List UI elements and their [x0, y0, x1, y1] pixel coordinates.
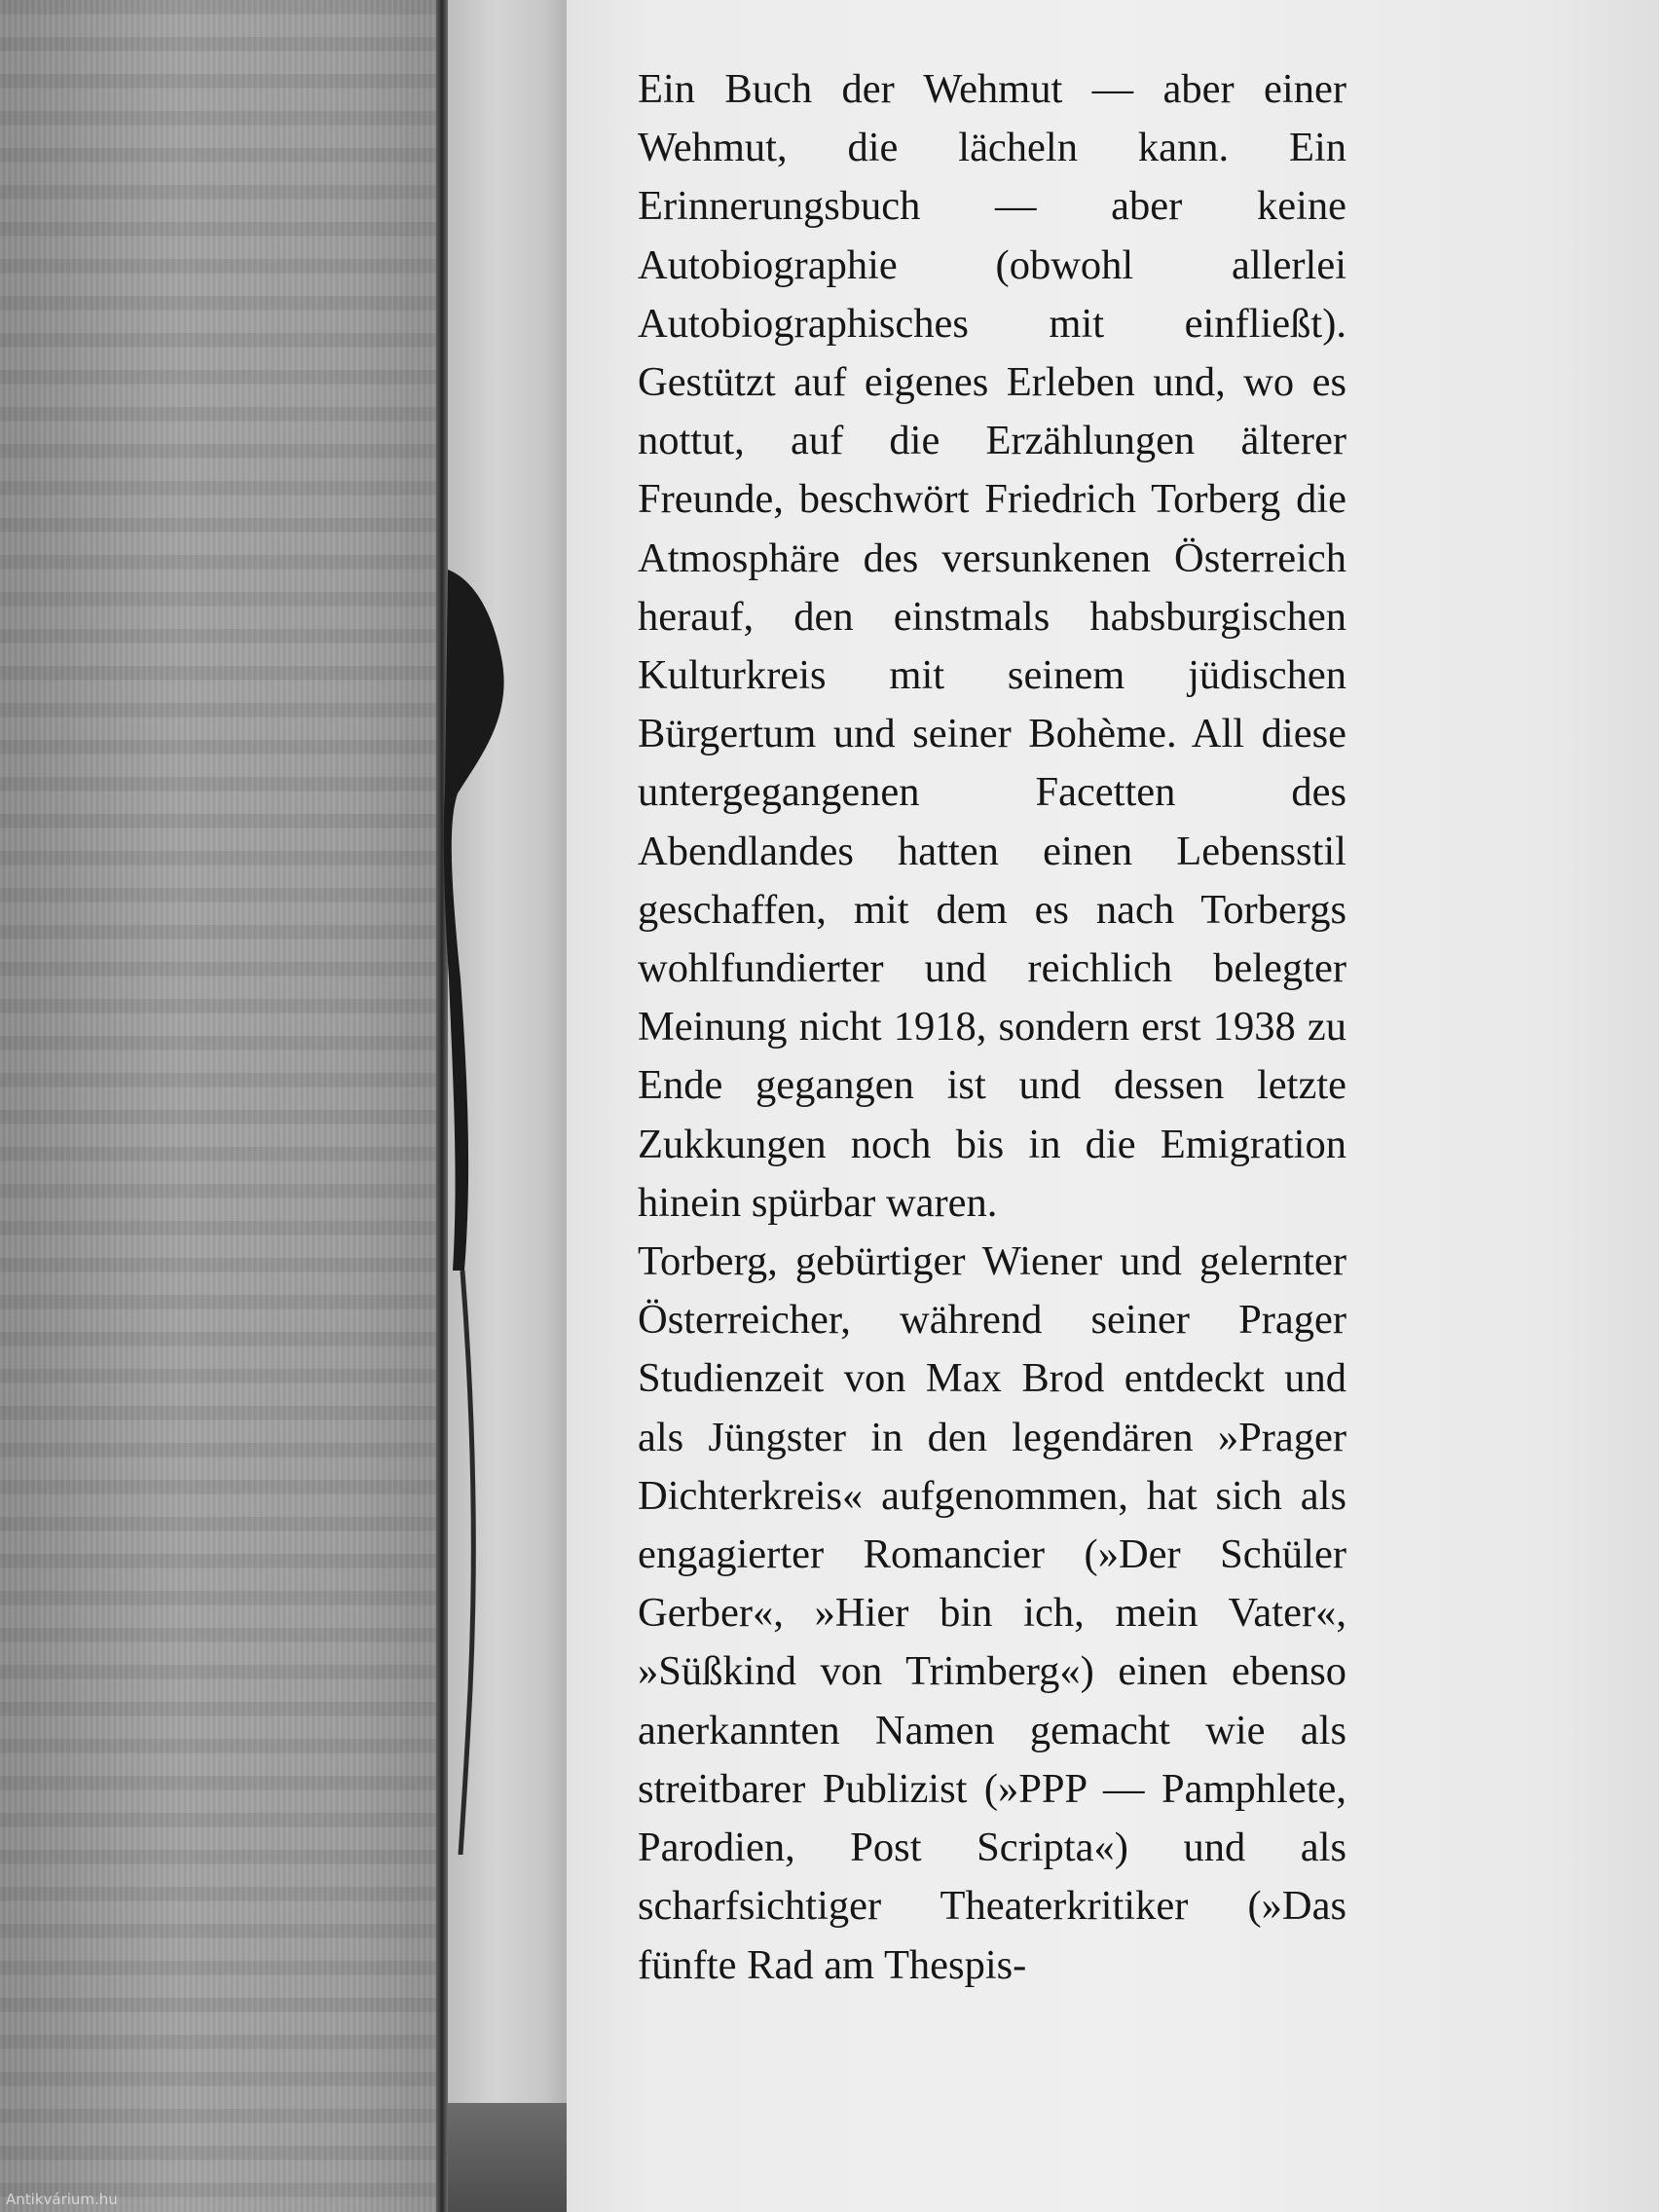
blurb-text [638, 60, 1346, 1995]
gutter-shadow [448, 2103, 574, 2212]
watermark: Antikvárium.hu [6, 2191, 118, 2208]
paragraph-2: Torberg, gebürtiger Wiener und gelernter Österreicher, während seiner Prager Studienzeit von Max Brod entdeckt und als Jüngster in den legendären »Prager Dichterkreis« aufgenommen, hat sich als engagierter Romancier (»Der Schüler Gerber«, »Hier bin ich, mein Vater«, »Süßkind von Trimberg«) einen ebenso anerkannten Namen gemacht wie als streitbarer Publizist (»PPP — Pamphlete, Parodien, Post Scripta«) und als scharfsichtiger Theaterkritiker (»Das fünfte Rad am Thespis- [638, 1238, 1346, 1988]
book-spine-gutter [448, 0, 567, 2212]
paragraph-1: Ein Buch der Wehmut — aber einer Wehmut, die lächeln kann. Ein Erinnerungsbuch — aber keine Autobiographie (obwohl allerlei Autobiographisches mit einfließt). Gestützt auf eigenes Erleben und, wo es nottut, auf die Erzählungen älterer Freunde, beschwört Friedrich Torberg die Atmosphäre des versunkenen Österreich herauf, den einstmals habsburgischen Kulturkreis mit seinem jüdischen Bürgertum und seiner Bohème. All diese untergegangenen Facetten des Abendlandes hatten einen Lebensstil geschaffen, mit dem es nach Torbergs wohlfundierter und reichlich belegter Meinung nicht 1918, sondern erst 1938 zu Ende gegangen ist und dessen letzte Zukkungen noch bis in die Emigration hinein spürbar waren. [638, 66, 1346, 1226]
book-cover [0, 0, 446, 2212]
cover-edge [436, 0, 448, 2212]
